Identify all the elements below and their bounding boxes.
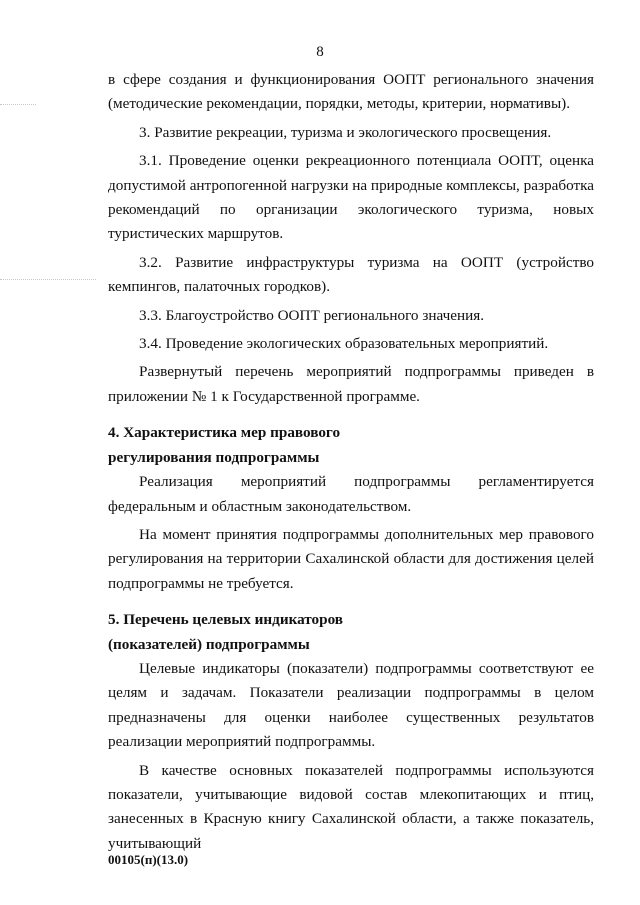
- paragraph: 3.1. Проведение оценки рекреационного потенциала ООПТ, оценка допустимой антропогенной нагрузки на природные комплексы, разработка рекомендаций по организации экологического туризма, новых туристических маршрутов.: [108, 152, 594, 243]
- document-code: 00105(п)(13.0): [108, 852, 189, 867]
- section-heading-line: регулирования подпрограммы: [108, 448, 320, 466]
- scan-artifact-line: [0, 104, 36, 105]
- document-body: [108, 68, 594, 856]
- paragraph: Развернутый перечень мероприятий подпрограммы приведен в приложении № 1 к Государственной программе.: [108, 363, 594, 405]
- paragraph: 3.3. Благоустройство ООПТ регионального значения.: [139, 306, 485, 324]
- section-heading-line: 4. Характеристика мер правового: [108, 424, 341, 442]
- paragraph: Реализация мероприятий подпрограммы регламентируется федеральным и областным законодательством.: [108, 473, 594, 515]
- scan-artifact-line: [0, 279, 96, 280]
- paragraph: На момент принятия подпрограммы дополнительных мер правового регулирования на территории Сахалинской области для достижения целей подпрограммы не требуется.: [108, 525, 594, 592]
- paragraph: 3.4. Проведение экологических образовательных мероприятий.: [139, 335, 549, 353]
- paragraph: Целевые индикаторы (показатели) подпрограммы соответствуют ее целям и задачам. Показатели реализации подпрограммы в целом предназначены для оценки наиболее существенных результатов реализации мероприятий подпрограммы.: [108, 659, 594, 751]
- section-heading-line: (показателей) подпрограммы: [108, 635, 310, 653]
- page-number: 8: [316, 44, 324, 60]
- paragraph: в сфере создания и функционирования ООПТ регионального значения (методические рекомендации, порядки, методы, критерии, нормативы).: [108, 71, 594, 113]
- paragraph: 3.2. Развитие инфраструктуры туризма на ООПТ (устройство кемпингов, палаточных городков).: [108, 253, 594, 296]
- section-heading-line: 5. Перечень целевых индикаторов: [108, 611, 344, 629]
- paragraph: В качестве основных показателей подпрограммы используются показатели, учитывающие видовой состав млекопитающих и птиц, занесенных в Красную книгу Сахалинской области, а также показатель, учитывающий: [108, 761, 594, 852]
- paragraph: 3. Развитие рекреации, туризма и экологического просвещения.: [139, 123, 552, 141]
